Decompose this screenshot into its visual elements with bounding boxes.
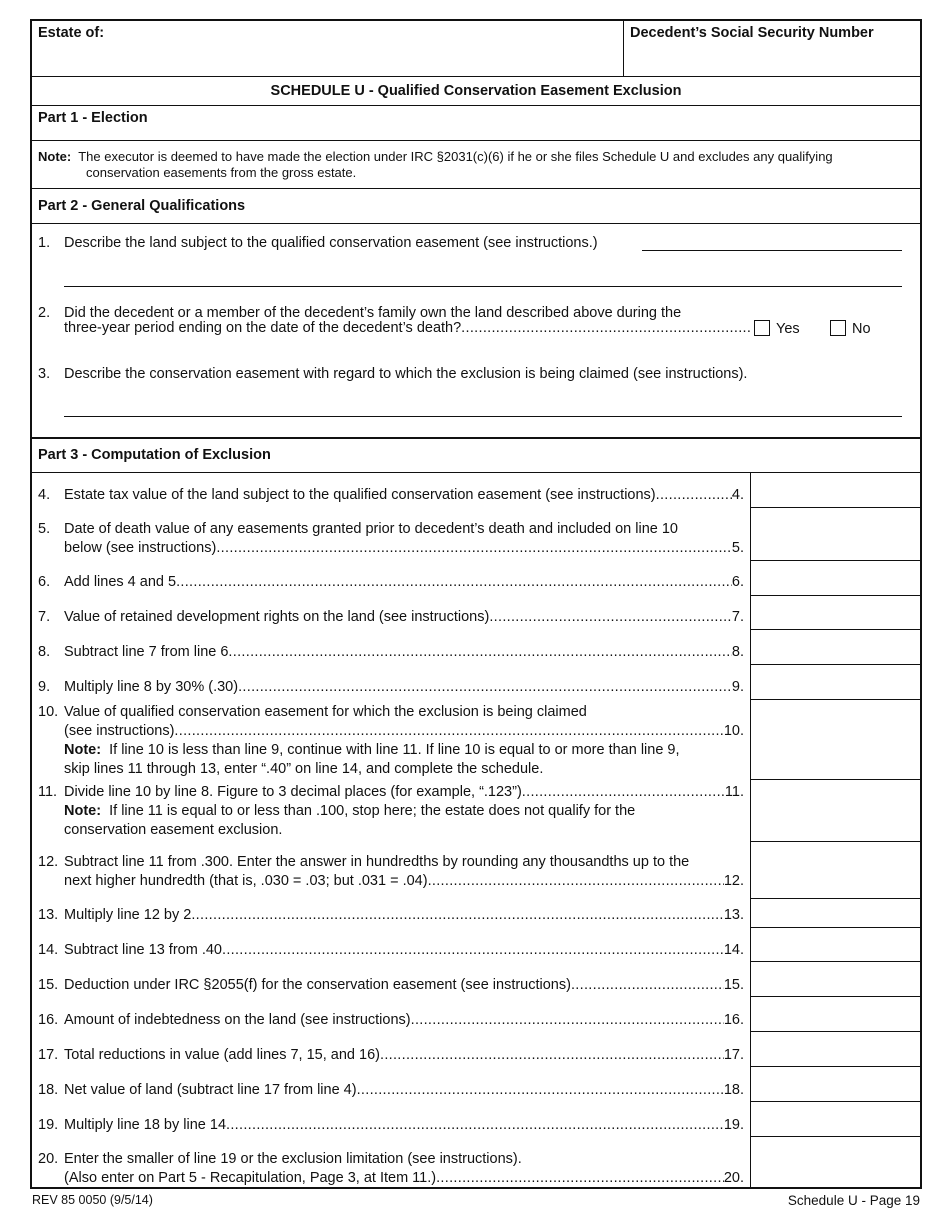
- line-ref: 19.: [723, 1117, 744, 1133]
- leader-dots: [228, 643, 731, 662]
- schedule-title: SCHEDULE U - Qualified Conservation Easement Exclusion: [270, 83, 682, 99]
- line-10-cont: [32, 722, 744, 741]
- line-number: 12.: [38, 854, 59, 870]
- q3-answer-field[interactable]: [64, 399, 902, 417]
- q3-text: Describe the conservation easement with regard to which the exclusion is being claimed (see instructions).: [64, 366, 748, 382]
- part1-note: [38, 149, 833, 181]
- q1-number: 1.: [38, 235, 51, 251]
- line-ref: 5.: [731, 540, 744, 556]
- line-text: Enter the smaller of line 19 or the exclusion limitation (see instructions).: [64, 1151, 522, 1167]
- line-text: Deduction under IRC §2055(f) for the conservation easement (see instructions): [64, 977, 571, 993]
- divider: [32, 223, 920, 224]
- leader-dots: [222, 941, 724, 960]
- line-14: [32, 941, 744, 960]
- line-number: 20.: [38, 1151, 59, 1167]
- leader-dots: [461, 319, 752, 338]
- line-ref: 17.: [723, 1047, 744, 1063]
- line-number: 15.: [38, 977, 59, 993]
- line-number: 9.: [38, 679, 51, 695]
- form-revision: REV 85 0050 (9/5/14): [32, 1193, 153, 1207]
- line-number: 7.: [38, 609, 51, 625]
- amount-box-4[interactable]: [750, 507, 920, 508]
- line-ref: 6.: [731, 574, 744, 590]
- line-10-note: [32, 741, 744, 779]
- amount-box-6[interactable]: [750, 595, 920, 596]
- line-19: [32, 1116, 744, 1135]
- note-text: If line 10 is less than line 9, continue with line 11. If line 10 is equal to or more than line 9,: [109, 742, 680, 758]
- line-ref: 12.: [723, 873, 744, 889]
- line-ref: 14.: [723, 942, 744, 958]
- leader-dots: [191, 906, 723, 925]
- leader-dots: [357, 1081, 724, 1100]
- line-number: 4.: [38, 487, 51, 503]
- note-text: skip lines 11 through 13, enter “.40” on line 14, and complete the schedule.: [64, 761, 544, 777]
- leader-dots: [238, 678, 732, 697]
- leader-dots: [428, 872, 724, 891]
- line-text: Subtract line 7 from line 6: [64, 644, 229, 660]
- line-18: [32, 1081, 744, 1100]
- line-text: Estate tax value of the land subject to the qualified conservation easement (see instructions): [64, 487, 656, 503]
- leader-dots: [174, 722, 723, 741]
- line-4: [32, 486, 744, 505]
- leader-dots: [522, 783, 725, 802]
- note-label: Note:: [64, 742, 102, 758]
- q2-line1: Did the decedent or a member of the decedent’s family own the land described above during the: [64, 305, 682, 321]
- line-17: [32, 1046, 744, 1065]
- q2-line2: three-year period ending on the date of the decedent’s death?: [64, 320, 462, 336]
- line-5-cont: [32, 539, 744, 558]
- line-ref: 8.: [731, 644, 744, 660]
- amount-box-7[interactable]: [750, 629, 920, 630]
- line-ref: 4.: [731, 487, 744, 503]
- yes-checkbox[interactable]: [754, 320, 770, 336]
- divider: [32, 472, 920, 473]
- amount-box-8[interactable]: [750, 664, 920, 665]
- no-label: No: [852, 321, 871, 337]
- leader-dots: [656, 486, 732, 505]
- line-text: Subtract line 11 from .300. Enter the answer in hundredths by rounding any thousandths up to the: [64, 854, 690, 870]
- leader-dots: [489, 608, 732, 627]
- leader-dots: [216, 539, 732, 558]
- amount-box-10[interactable]: [750, 779, 920, 780]
- line-text: Divide line 10 by line 8. Figure to 3 decimal places (for example, “.123”): [64, 784, 522, 800]
- line-20-cont: [32, 1169, 744, 1188]
- line-number: 16.: [38, 1012, 59, 1028]
- line-text: (see instructions): [64, 723, 175, 739]
- amount-box-20[interactable]: [752, 1137, 922, 1187]
- line-11-note: [32, 802, 744, 840]
- line-text: next higher hundredth (that is, .030 = .03; but .031 = .04): [64, 873, 428, 889]
- amount-box-13[interactable]: [750, 927, 920, 928]
- q2-number: 2.: [38, 305, 51, 321]
- decedent-ssn-field[interactable]: [630, 45, 916, 73]
- note-label: Note:: [64, 803, 102, 819]
- amount-box-17[interactable]: [750, 1066, 920, 1067]
- note-line1: The executor is deemed to have made the election under IRC §2031(c)(6) if he or she files Schedule U and excludes any qualifying: [78, 149, 833, 164]
- line-text: Add lines 4 and 5: [64, 574, 177, 590]
- amount-box-16[interactable]: [750, 1031, 920, 1032]
- line-text: Multiply line 8 by 30% (.30): [64, 679, 239, 695]
- estate-of-label: Estate of:: [38, 25, 105, 41]
- line-text: Multiply line 18 by line 14: [64, 1117, 227, 1133]
- line-ref: 7.: [731, 609, 744, 625]
- note-text: If line 11 is equal to or less than .100, stop here; the estate does not qualify for the: [109, 803, 636, 819]
- q1: [38, 235, 598, 251]
- line-number: 5.: [38, 521, 51, 537]
- no-checkbox[interactable]: [830, 320, 846, 336]
- q1-text: Describe the land subject to the qualified conservation easement (see instructions.): [64, 235, 598, 251]
- line-ref: 15.: [723, 977, 744, 993]
- amount-box-9[interactable]: [750, 699, 920, 700]
- line-ref: 11.: [724, 784, 744, 800]
- note-label: Note:: [38, 149, 72, 164]
- yes-label: Yes: [776, 321, 800, 337]
- line-10: [32, 703, 744, 722]
- part2-title: Part 2 - General Qualifications: [38, 198, 246, 214]
- line-11: [32, 783, 744, 802]
- line-text: Value of retained development rights on the land (see instructions): [64, 609, 490, 625]
- amount-box-18[interactable]: [750, 1101, 920, 1102]
- line-5: [32, 520, 744, 539]
- line-number: 11.: [38, 784, 58, 800]
- line-text: Amount of indebtedness on the land (see instructions): [64, 1012, 411, 1028]
- line-ref: 16.: [723, 1012, 744, 1028]
- line-text: (Also enter on Part 5 - Recapitulation, Page 3, at Item 11.): [64, 1170, 437, 1186]
- divider: [32, 76, 920, 77]
- q2-no-option[interactable]: [830, 320, 871, 337]
- line-text: Date of death value of any easements granted prior to decedent’s death and included on line 10: [64, 521, 678, 537]
- line-number: 13.: [38, 907, 59, 923]
- line-number: 10.: [38, 704, 59, 720]
- line-ref: 9.: [731, 679, 744, 695]
- line-number: 6.: [38, 574, 51, 590]
- amount-box-15[interactable]: [750, 996, 920, 997]
- line-number: 17.: [38, 1047, 59, 1063]
- part3-title: Part 3 - Computation of Exclusion: [38, 447, 271, 463]
- leader-dots: [226, 1116, 724, 1135]
- line-13: [32, 906, 744, 925]
- header-divider: [623, 21, 624, 77]
- divider: [32, 105, 920, 106]
- schedule-u-form: [30, 19, 922, 1189]
- note-text: conservation easement exclusion.: [64, 822, 283, 838]
- amount-box-11[interactable]: [750, 841, 920, 842]
- leader-dots: [571, 976, 724, 995]
- line-16: [32, 1011, 744, 1030]
- line-6: [32, 573, 744, 592]
- leader-dots: [411, 1011, 724, 1030]
- amount-column-border: [750, 472, 751, 1187]
- line-number: 8.: [38, 644, 51, 660]
- line-number: 18.: [38, 1082, 59, 1098]
- line-number: 19.: [38, 1117, 59, 1133]
- line-ref: 13.: [723, 907, 744, 923]
- line-ref: 10.: [723, 723, 744, 739]
- leader-dots: [380, 1046, 724, 1065]
- line-text: Net value of land (subtract line 17 from line 4): [64, 1082, 357, 1098]
- line-12-cont: [32, 872, 744, 891]
- q3-number: 3.: [38, 366, 51, 382]
- line-8: [32, 643, 744, 662]
- amount-box-12[interactable]: [750, 898, 920, 899]
- q1-answer-field-2[interactable]: [64, 269, 902, 287]
- q2-yes-option[interactable]: [754, 320, 800, 337]
- decedent-ssn-label: Decedent’s Social Security Number: [630, 25, 874, 41]
- line-text: Multiply line 12 by 2: [64, 907, 192, 923]
- amount-box-14[interactable]: [750, 961, 920, 962]
- line-20: [32, 1150, 744, 1169]
- page-number: Schedule U - Page 19: [787, 1193, 920, 1208]
- line-text: Value of qualified conservation easement for which the exclusion is being claimed: [64, 704, 587, 720]
- line-9: [32, 678, 744, 697]
- line-number: 14.: [38, 942, 59, 958]
- line-ref: 18.: [723, 1082, 744, 1098]
- divider: [32, 188, 920, 189]
- line-text: Total reductions in value (add lines 7, 15, and 16): [64, 1047, 380, 1063]
- note-line2: conservation easements from the gross estate.: [86, 165, 357, 180]
- line-12: [32, 853, 744, 872]
- leader-dots: [436, 1169, 724, 1188]
- line-text: below (see instructions): [64, 540, 217, 556]
- q3: [38, 366, 747, 382]
- divider: [32, 437, 920, 439]
- q2-line2-row: [64, 319, 752, 338]
- line-ref: 20.: [723, 1170, 744, 1186]
- leader-dots: [176, 573, 732, 592]
- amount-box-5[interactable]: [750, 560, 920, 561]
- estate-of-field[interactable]: [38, 45, 618, 73]
- line-text: Subtract line 13 from .40: [64, 942, 222, 958]
- part1-title: Part 1 - Election: [38, 110, 148, 126]
- divider: [32, 140, 920, 141]
- line-15: [32, 976, 744, 995]
- q1-answer-field-1[interactable]: [642, 233, 902, 251]
- line-7: [32, 608, 744, 627]
